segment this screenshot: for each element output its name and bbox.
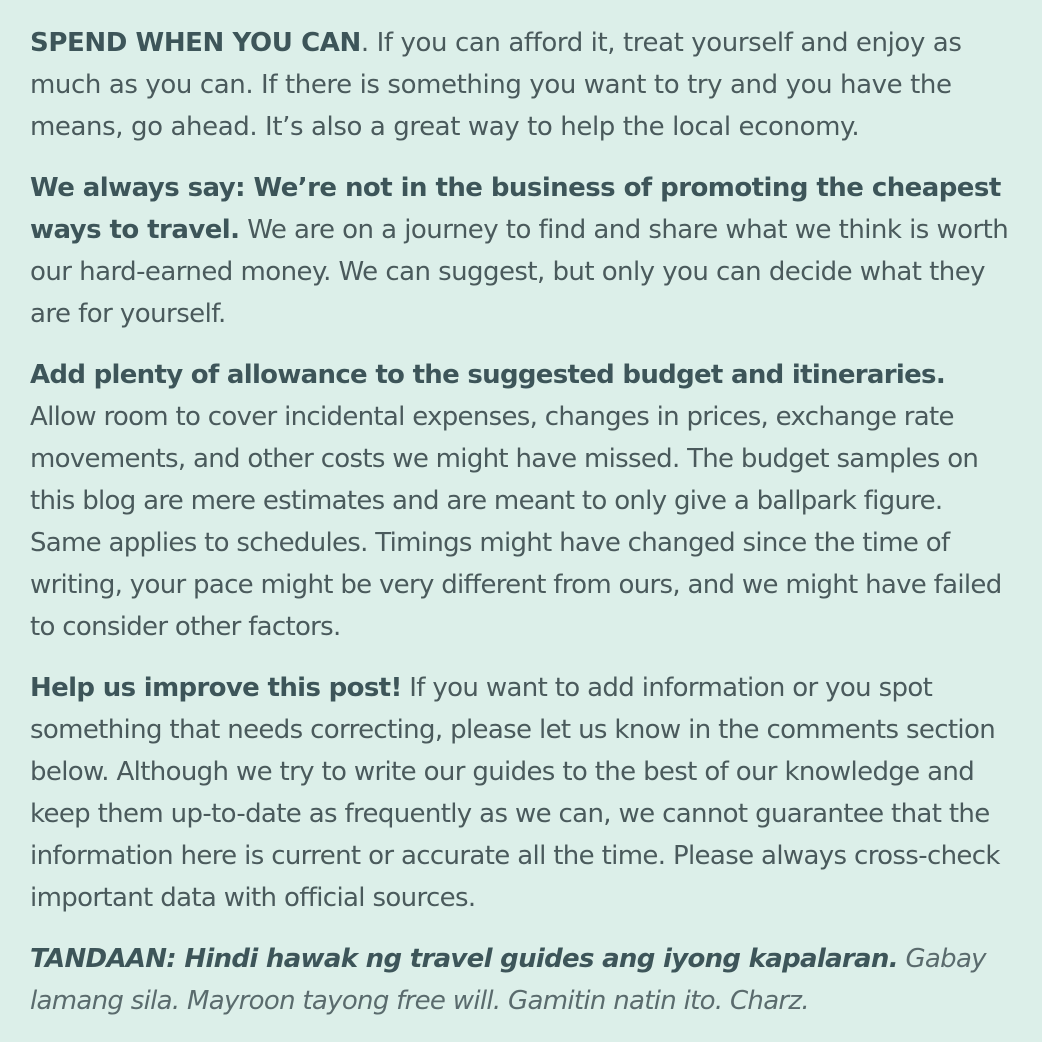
note-body: If you want to add information or you spot something that needs correcting, please let us know in the comments section below. Although we try to write our guides to the best of our knowledge and keep them up-to-date as frequently as we can, we cannot guarantee that the information here is current or accurate all the time. Please always cross-check important data with official sources. [30,673,1000,913]
note-lead: Help us improve this post! [30,673,402,703]
note-lead: TANDAAN: Hindi hawak ng travel guides ang iyong kapalaran. [30,944,898,974]
note-lead: Add plenty of allowance to the suggested budget and itineraries. [30,360,945,390]
note-allowance [30,354,1015,648]
note-spend-when-you-can [30,22,1015,148]
note-lead: We always say: We’re not in the business of promoting the cheapest ways to travel. [30,173,1001,245]
note-tandaan [30,938,1015,1022]
note-help-improve [30,667,1015,919]
note-body: Allow room to cover incidental expenses, changes in prices, exchange rate movements, and other costs we might have missed. The budget samples on this blog are mere estimates and are meant to only give a ballpark figure. Same applies to schedules. Timings might have changed since the time of writing, your pace might be very different from ours, and we might have failed to consider other factors. [30,402,1002,642]
note-not-cheapest [30,167,1015,335]
note-lead: SPEND WHEN YOU CAN [30,28,361,58]
note-body: Gabay lamang sila. Mayroon tayong free will. Gamitin natin ito. Charz. [30,944,986,1016]
note-body: . If you can afford it, treat yourself and enjoy as much as you can. If there is something you want to try and you have the means, go ahead. It’s also a great way to help the local economy. [30,28,962,142]
note-body: We are on a journey to find and share what we think is worth our hard-earned money. We can suggest, but only you can decide what they are for yourself. [30,215,1009,329]
article-notes [30,22,1015,1041]
